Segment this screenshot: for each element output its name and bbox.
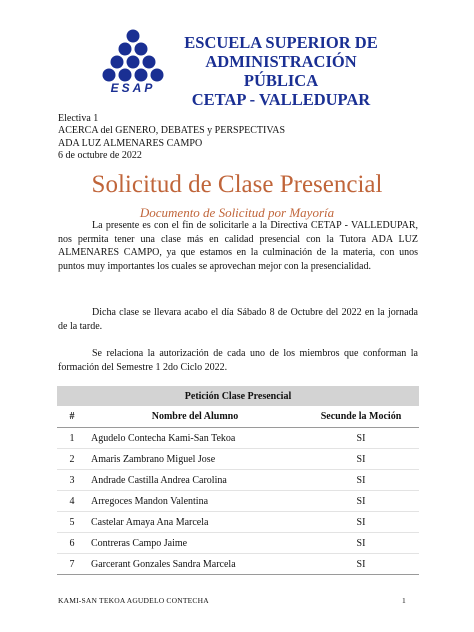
student-name: Andrade Castilla Andrea Carolina xyxy=(87,470,303,491)
institution-title-line-1: ESCUELA SUPERIOR DE xyxy=(184,33,378,52)
row-number: 6 xyxy=(57,533,87,554)
row-number: 2 xyxy=(57,449,87,470)
row-number: 5 xyxy=(57,512,87,533)
institution-title-line-3: CETAP - VALLEDUPAR xyxy=(191,90,371,109)
course-name: Electiva 1 xyxy=(58,113,99,124)
body-paragraph-2: Dicha clase se llevara acabo el día Sábado 8 de Octubre del 2022 en la jornada de la tarde. xyxy=(58,307,418,332)
vote-value: SI xyxy=(303,428,419,449)
student-name: Contreras Campo Jaime xyxy=(87,533,303,554)
body-paragraph-3: Se relaciona la autorización de cada uno de los miembros que conforman la formación del Semestre 1 2do Ciclo 2022. xyxy=(58,348,418,373)
table-row xyxy=(57,512,419,533)
table-row xyxy=(57,533,419,554)
row-number: 4 xyxy=(57,491,87,512)
vote-value: SI xyxy=(303,554,419,575)
vote-value: SI xyxy=(303,533,419,554)
table-row xyxy=(57,491,419,512)
vote-value: SI xyxy=(303,491,419,512)
column-header-student: Nombre del Alumno xyxy=(87,406,303,428)
body-paragraph-1: La presente es con el fin de solicitarle a la Directiva CETAP - VALLEDUPAR, nos permita tener una clase más en calidad presencial con la Tutora ADA LUZ ALMENARES CAMPO, ya que estamos en la culminación de la materia, con unos puntos muy importantes los cuales se aprovechan mejor con la presencialidad. xyxy=(58,220,418,272)
table-row xyxy=(57,470,419,491)
document-title: Solicitud de Clase Presencial xyxy=(91,171,383,198)
document-subtitle: Documento de Solicitud por Mayoría xyxy=(139,205,335,220)
student-name: Arregoces Mandon Valentina xyxy=(87,491,303,512)
esap-logo xyxy=(93,28,173,94)
vote-value: SI xyxy=(303,449,419,470)
petition-table xyxy=(57,386,419,575)
table-body xyxy=(57,428,419,575)
institution-title xyxy=(170,33,392,109)
page-number: 1 xyxy=(402,596,406,605)
table-row xyxy=(57,449,419,470)
column-header-vote: Secunde la Moción xyxy=(303,406,419,428)
institution-title-line-2: ADMINISTRACIÓN PÚBLICA xyxy=(205,52,357,90)
document-meta xyxy=(58,113,285,163)
student-name: Amaris Zambrano Miguel Jose xyxy=(87,449,303,470)
student-name: Agudelo Contecha Kami-San Tekoa xyxy=(87,428,303,449)
table-row xyxy=(57,428,419,449)
student-name: Garcerant Gonzales Sandra Marcela xyxy=(87,554,303,575)
row-number: 3 xyxy=(57,470,87,491)
svg-text:ESAP: ESAP xyxy=(110,81,156,94)
vote-value: SI xyxy=(303,470,419,491)
tutor-name: ADA LUZ ALMENARES CAMPO xyxy=(58,137,203,149)
row-number: 1 xyxy=(57,428,87,449)
table-caption: Petición Clase Presencial xyxy=(57,386,419,406)
row-number: 7 xyxy=(57,554,87,575)
table-row xyxy=(57,554,419,575)
course-topic: ACERCA del GENERO, DEBATES y PERSPECTIVAS xyxy=(58,125,286,137)
footer-author: KAMI-SAN TEKOA AGUDELO CONTECHA xyxy=(58,596,209,605)
vote-value: SI xyxy=(303,512,419,533)
column-header-number: # xyxy=(57,406,87,428)
student-name: Castelar Amaya Ana Marcela xyxy=(87,512,303,533)
document-date: 6 de octubre de 2022 xyxy=(58,150,142,162)
